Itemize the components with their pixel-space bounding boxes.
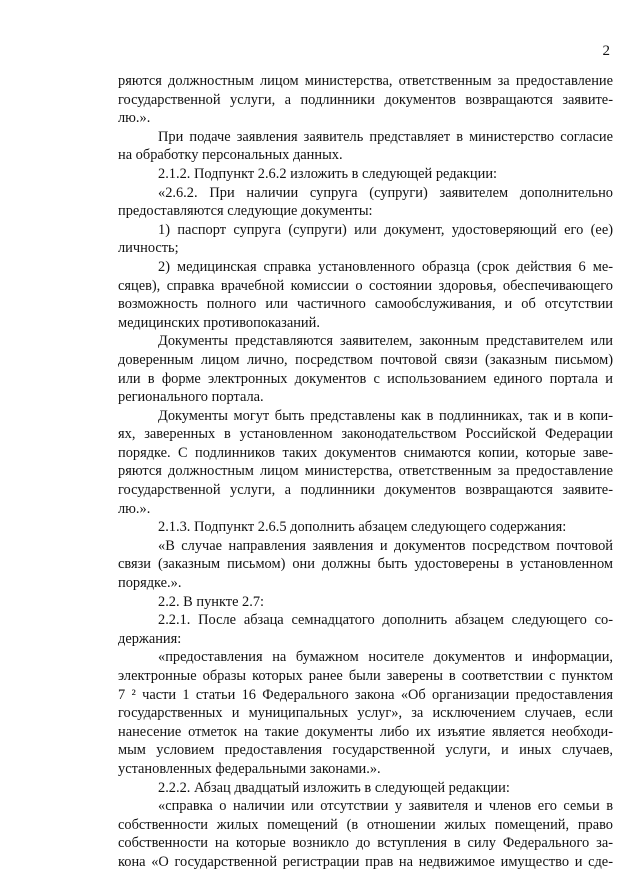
text-line: лю.».	[118, 500, 151, 517]
text-line: ях, заверенных в установленном законодательством Российской Федерации	[118, 426, 613, 443]
text-line: на обработку персональных данных.	[118, 147, 343, 164]
text-line: связи (заказным письмом) они должны быть удостоверены в установленном	[118, 556, 613, 573]
text-line: личность;	[118, 240, 179, 257]
document-body	[118, 72, 613, 872]
text-line: или в форме электронных документов с использованием единого портала и	[118, 370, 613, 387]
text-line: государственной услуги, а подлинники документов возвращаются заявите-	[118, 91, 613, 108]
text-line: кона «О государственной регистрации прав на недвижимое имущество и сде-	[118, 853, 613, 870]
text-line: сяцев), справка врачебной комиссии о состоянии здоровья, обеспечивающего	[118, 277, 613, 294]
text-line: «предоставления на бумажном носителе документов и информации,	[158, 649, 613, 666]
text-line: нанесение отметок на такие документы либо их изъятие является необходи-	[118, 723, 613, 740]
text-line: собственности на которые возникло до вступления в силу Федерального за-	[118, 835, 613, 852]
text-line: держания:	[118, 630, 182, 647]
text-line: 2.1.2. Подпункт 2.6.2 изложить в следующей редакции:	[158, 165, 498, 182]
text-line: электронные образы которых ранее были заверены в соответствии с пунктом	[118, 668, 613, 684]
text-line: «справка о наличии или отсутствии у заявителя и членов его семьи в	[158, 798, 613, 815]
text-line: «2.6.2. При наличии супруга (супруги) заявителем дополнительно	[158, 184, 613, 201]
page-number: 2	[602, 43, 610, 59]
text-line: 2) медицинская справка установленного образца (срок действия 6 ме-	[158, 258, 613, 275]
text-line: 2.1.3. Подпункт 2.6.5 дополнить абзацем следующего содержания:	[158, 519, 567, 536]
text-line: ряются должностным лицом министерства, ответственным за предоставление	[118, 463, 613, 480]
text-line: доверенным лицом лично, посредством почтовой связи (заказным письмом)	[118, 351, 613, 368]
text-line: установленных федеральными законами.».	[118, 760, 381, 777]
text-line: лю.».	[118, 110, 151, 127]
text-line: 7 ² части 1 статьи 16 Федерального закона «Об организации предоставления	[118, 686, 613, 703]
text-line: порядке.».	[118, 575, 182, 592]
text-line: ряются должностным лицом министерства, ответственным за предоставление	[118, 73, 613, 89]
text-line: 2.2. В пункте 2.7:	[158, 593, 265, 610]
text-line: возможность полного или частичного самообслуживания, и об отсутствии	[118, 296, 613, 313]
text-line: мым условием предоставления государственной услуги, и иных случаев,	[118, 742, 613, 759]
text-line: предоставляются следующие документы:	[118, 203, 373, 220]
text-line: Документы могут быть представлены как в подлинниках, так и в копи-	[158, 407, 613, 424]
text-line: «В случае направления заявления и документов посредством почтовой	[158, 537, 613, 554]
text-line: 2.2.2. Абзац двадцатый изложить в следующей редакции:	[158, 779, 510, 796]
text-line: 2.2.1. После абзаца семнадцатого дополнить абзацем следующего со-	[158, 612, 613, 629]
text-line: Документы представляются заявителем, законным представителем или	[158, 333, 613, 350]
text-line: порядке. С подлинников таких документов снимаются копии, которые заве-	[118, 444, 613, 461]
text-line: собственности жилых помещений (в отношении жилых помещений, право	[118, 816, 613, 833]
text-line: При подаче заявления заявитель представляет в министерство согласие	[158, 128, 613, 145]
text-line: 1) паспорт супруга (супруги) или документ, удостоверяющий его (ее)	[158, 221, 613, 238]
text-line: государственных и муниципальных услуг», за исключением случаев, если	[118, 705, 613, 722]
text-line: государственной услуги, а подлинники документов возвращаются заявите-	[118, 482, 613, 499]
text-line: медицинских противопоказаний.	[118, 314, 320, 331]
text-line: регионального портала.	[118, 389, 264, 406]
